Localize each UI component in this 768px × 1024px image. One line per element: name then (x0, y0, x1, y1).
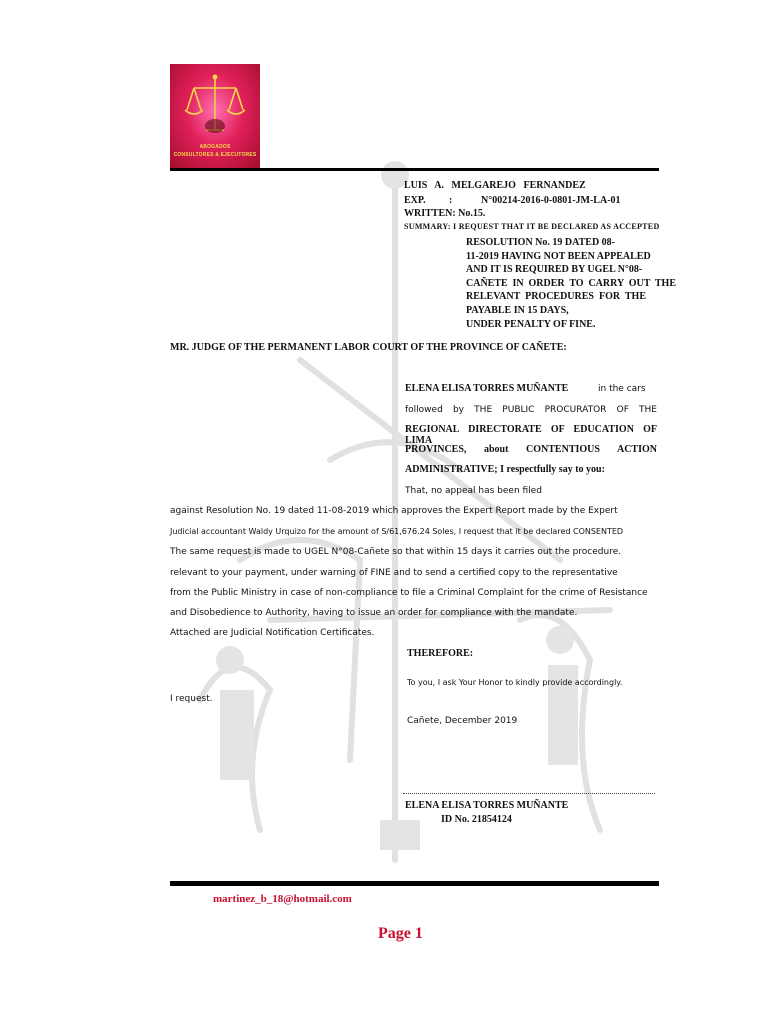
signature-line (403, 793, 655, 794)
intro-line-2: followed by THE PUBLIC PROCURATOR OF THE (405, 405, 657, 415)
exp-number: N°00214-2016-0-0801-JM-LA-01 (481, 195, 621, 206)
summary-line-3: AND IT IS REQUIRED BY UGEL N°08- (466, 264, 643, 276)
logo-line-1: ABOGADOS (199, 144, 231, 150)
provide-line: To you, I ask Your Honor to kindly provide accordingly. (407, 678, 623, 687)
in-the-cars: in the cars (598, 384, 646, 394)
firm-logo (170, 64, 260, 168)
therefore-heading: THEREFORE: (407, 648, 474, 659)
header-name: LUIS A. MELGAREJO FERNANDEZ (404, 180, 586, 191)
logo-line-2: CONSULTORES & EJECUTORES (173, 152, 257, 158)
summary-line: SUMMARY: I REQUEST THAT IT BE DECLARED AS ACCEPTED (404, 222, 660, 231)
body-line-1: against Resolution No. 19 dated 11-08-2019 which approves the Expert Report made by the Expert (170, 506, 618, 516)
signature-name: ELENA ELISA TORRES MUÑANTE (405, 800, 569, 811)
exp-separator: : (449, 195, 453, 206)
page-number: Page 1 (378, 925, 423, 942)
intro-line-5: ADMINISTRATIVE; I respectfully say to you: (405, 464, 605, 475)
request-line: I request. (170, 694, 213, 704)
exp-label: EXP. (404, 195, 426, 206)
date-line: Cañete, December 2019 (407, 716, 518, 726)
body-line-3: The same request is made to UGEL N°08-Cañete so that within 15 days it carries out the procedure. (170, 547, 622, 557)
body-line-6: and Disobedience to Authority, having to issue an order for compliance with the mandate. (170, 608, 578, 618)
summary-line-4: CAÑETE IN ORDER TO CARRY OUT THE (466, 277, 676, 289)
summary-line-7: UNDER PENALTY OF FINE. (466, 318, 596, 330)
intro-line-6: That, no appeal has been filed (405, 486, 542, 496)
body-line-2: Judicial accountant Waldy Urquizo for the amount of S/61,676.24 Soles, I request that it be declared CONSENTED (170, 527, 624, 536)
signature-id: ID No. 21854124 (441, 814, 512, 825)
body-line-5: from the Public Ministry in case of non-compliance to file a Criminal Complaint for the crime of Resistance (170, 588, 648, 598)
summary-line-1: RESOLUTION No. 19 DATED 08- (466, 237, 615, 248)
summary-line-5: RELEVANT PROCEDURES FOR THE (466, 291, 646, 303)
summary-body (466, 236, 676, 331)
intro-line-4: PROVINCES, about CONTENTIOUS ACTION (405, 444, 657, 455)
top-rule (170, 168, 659, 171)
summary-line-2: 11-2019 HAVING NOT BEEN APPEALED (466, 250, 651, 262)
body-line-4: relevant to your payment, under warning of FINE and to send a certified copy to the representative (170, 568, 618, 578)
body-line-7: Attached are Judicial Notification Certificates. (170, 628, 375, 638)
addressee: MR. JUDGE OF THE PERMANENT LABOR COURT OF THE PROVINCE OF CAÑETE: (170, 342, 567, 353)
summary-line-6: PAYABLE IN 15 DAYS, (466, 304, 569, 316)
petitioner-name: ELENA ELISA TORRES MUÑANTE (405, 383, 569, 394)
contact-email[interactable]: martinez_b_18@hotmail.com (213, 893, 352, 905)
intro-line-3: REGIONAL DIRECTORATE OF EDUCATION OF LIMA (405, 424, 657, 446)
written-number: WRITTEN: No.15. (404, 208, 486, 219)
bottom-rule (170, 881, 659, 886)
